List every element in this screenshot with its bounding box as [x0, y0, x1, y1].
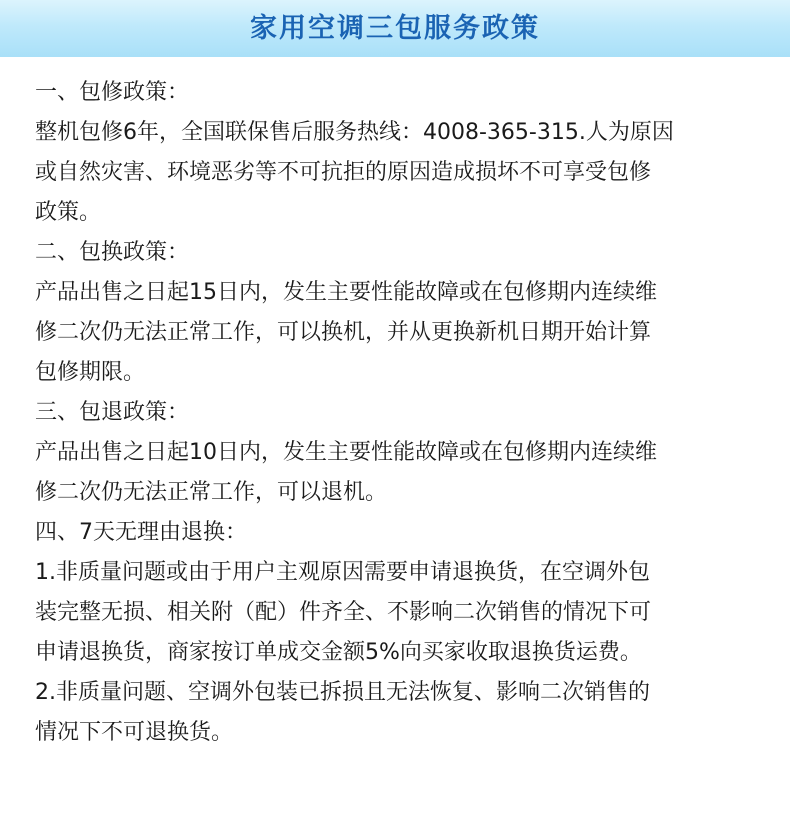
- text-line: 装完整无损、相关附（配）件齐全、不影响二次销售的情况下可: [35, 600, 652, 625]
- text-line: 产品出售之日起15日内，发生主要性能故障或在包修期内连续维: [35, 280, 657, 305]
- text-line: 或自然灾害、环境恶劣等不可抗拒的原因造成损坏不可享受包修: [35, 160, 652, 185]
- section-heading-7day: 四、7天无理由退换：: [35, 520, 247, 545]
- title-banner: [0, 0, 790, 57]
- text-line: 政策。: [35, 200, 102, 225]
- text-line: 申请退换货，商家按订单成交金额5%向买家收取退换货运费。: [35, 640, 642, 665]
- text-line: 产品出售之日起10日内，发生主要性能故障或在包修期内连续维: [35, 440, 657, 465]
- text-line: 整机包修6年，全国联保售后服务热线：4008-365-315.人为原因: [35, 120, 674, 145]
- section-heading-repair: 一、包修政策：: [35, 80, 190, 105]
- text-line: 2.非质量问题、空调外包装已拆损且无法恢复、影响二次销售的: [35, 680, 650, 705]
- text-line: 情况下不可退换货。: [35, 720, 234, 745]
- text-line: 修二次仍无法正常工作，可以退机。: [35, 480, 388, 505]
- policy-content: [35, 73, 760, 753]
- text-line: 1.非质量问题或由于用户主观原因需要申请退换货，在空调外包: [35, 560, 650, 585]
- section-heading-exchange: 二、包换政策：: [35, 240, 190, 265]
- section-heading-return: 三、包退政策：: [35, 400, 190, 425]
- text-line: 修二次仍无法正常工作，可以换机，并从更换新机日期开始计算: [35, 320, 652, 345]
- text-line: 包修期限。: [35, 360, 146, 385]
- page-title: 家用空调三包服务政策: [250, 13, 540, 44]
